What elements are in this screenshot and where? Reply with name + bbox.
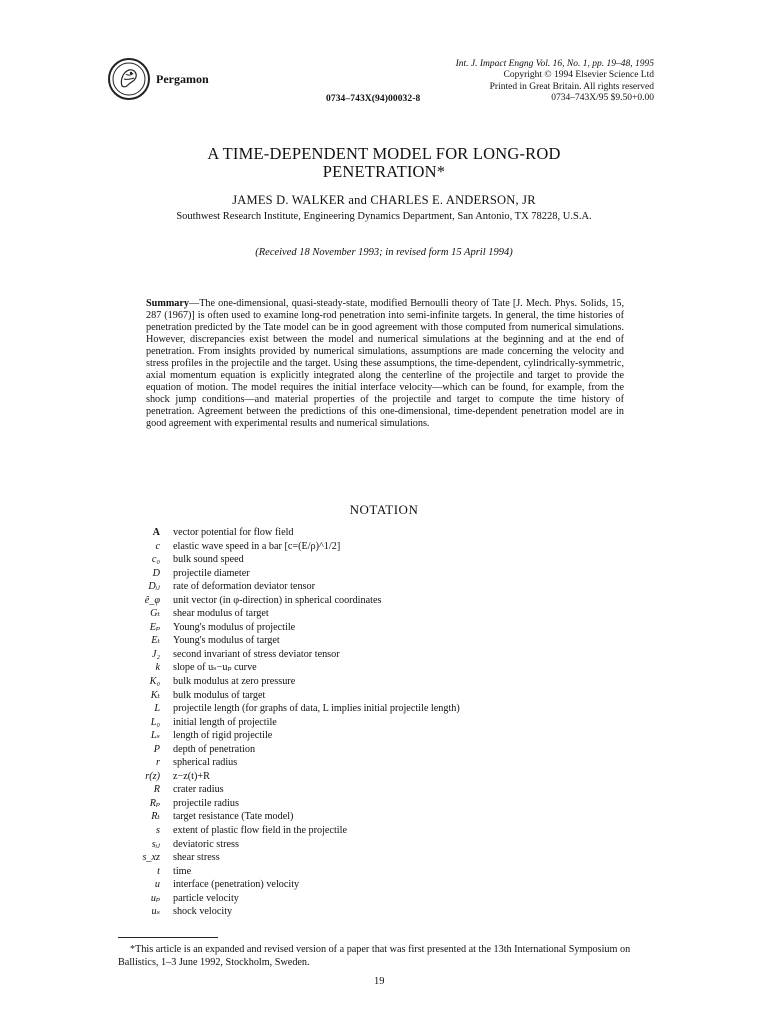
notation-row (120, 852, 640, 866)
notation-symbol: Kₜ (150, 689, 160, 701)
notation-definition: shear stress (173, 852, 220, 864)
notation-symbol: u (154, 879, 160, 891)
notation-symbol: Eₚ (149, 621, 160, 633)
notation-heading: NOTATION (349, 502, 419, 517)
notation-row (120, 717, 640, 731)
journal-line: Printed in Great Britain. All rights reserved (489, 81, 654, 92)
notation-symbol: s_xz (142, 852, 160, 864)
notation-definition: length of rigid projectile (173, 730, 273, 742)
notation-symbol: J₂ (151, 648, 160, 660)
footnote-rule (118, 937, 218, 938)
doi-code: 0734–743X(94)00032-8 (326, 94, 421, 104)
notation-definition: Young's modulus of projectile (173, 621, 296, 633)
notation-symbol: A (152, 527, 160, 538)
notation-symbol: sᵢⱼ (151, 838, 160, 850)
notation-row (120, 866, 640, 880)
publisher-name: Pergamon (156, 72, 209, 86)
notation-definition: projectile diameter (173, 567, 250, 579)
notation-row (120, 879, 640, 893)
footnote: *This article is an expanded and revised version of a paper that was first presented at the 13th International Symposium on Ballistics, 1–3 June 1992, Stockholm, Sweden. (118, 944, 631, 968)
notation-row (120, 825, 640, 839)
pergamon-logo-icon (108, 58, 150, 100)
notation-definition: deviatoric stress (173, 838, 239, 850)
notation-row (120, 730, 640, 744)
notation-row (120, 649, 640, 663)
notation-definition: spherical radius (173, 757, 238, 769)
notation-symbol: c (155, 540, 160, 552)
notation-definition: crater radius (173, 784, 224, 796)
notation-definition: bulk sound speed (173, 554, 244, 566)
notation-symbol: Rₚ (149, 797, 160, 809)
notation-row (120, 635, 640, 649)
notation-row (120, 676, 640, 690)
notation-symbol: t (157, 865, 160, 877)
journal-line: Int. J. Impact Engng Vol. 16, No. 1, pp. 19–48, 1995 (455, 59, 654, 69)
notation-row (120, 811, 640, 825)
notation-definition: depth of penetration (173, 743, 256, 755)
notation-row (120, 798, 640, 812)
notation-symbol: c₀ (151, 554, 160, 566)
notation-definition: shear modulus of target (173, 608, 269, 620)
notation-list (120, 527, 640, 920)
affiliation: Southwest Research Institute, Engineering Dynamics Department, San Antonio, TX 78228, U.S.A. (176, 211, 592, 222)
notation-definition: initial length of projectile (173, 716, 277, 728)
notation-definition: target resistance (Tate model) (173, 811, 294, 823)
notation-row (120, 690, 640, 704)
notation-row (120, 608, 640, 622)
notation-definition: second invariant of stress deviator tensor (173, 648, 340, 660)
notation-symbol: r (156, 757, 160, 769)
notation-definition: unit vector (in φ-direction) in spherical coordinates (173, 594, 382, 606)
notation-symbol: Eₜ (151, 635, 160, 647)
notation-definition: vector potential for flow field (173, 527, 294, 538)
journal-line: Copyright © 1994 Elsevier Science Ltd (503, 70, 654, 81)
notation-symbol: uₚ (150, 892, 160, 904)
notation-definition: extent of plastic flow field in the projectile (173, 825, 347, 837)
page-number: 19 (374, 976, 385, 987)
notation-definition: time (173, 865, 192, 877)
notation-row (120, 541, 640, 555)
notation-definition: Young's modulus of target (173, 635, 280, 647)
notation-row (120, 893, 640, 907)
summary-paragraph (146, 298, 624, 431)
notation-definition: elastic wave speed in a bar [c=(E/ρ)^1/2] (173, 540, 341, 552)
notation-definition: projectile length (for graphs of data, L implies initial projectile length) (173, 703, 460, 715)
notation-row (120, 703, 640, 717)
summary-label: Summary (146, 298, 190, 309)
notation-definition: bulk modulus of target (173, 689, 266, 701)
notation-row (120, 839, 640, 853)
title-line: A TIME-DEPENDENT MODEL FOR LONG-ROD (207, 144, 561, 163)
authors: JAMES D. WALKER and CHARLES E. ANDERSON, JR (232, 193, 536, 207)
notation-row (120, 744, 640, 758)
title-line: PENETRATION* (322, 162, 446, 181)
notation-row (120, 581, 640, 595)
notation-row (120, 527, 640, 541)
notation-symbol: Rₜ (151, 811, 160, 823)
notation-symbol: L (154, 703, 160, 715)
notation-symbol: ê_φ (144, 594, 160, 606)
notation-symbol: Lₛ (150, 730, 160, 742)
notation-definition: bulk modulus at zero pressure (173, 676, 296, 688)
notation-symbol: D (152, 567, 160, 579)
notation-row (120, 568, 640, 582)
notation-definition: rate of deformation deviator tensor (173, 581, 316, 593)
notation-definition: shock velocity (173, 906, 233, 918)
article-title (130, 145, 638, 181)
notation-symbol: r(z) (145, 770, 160, 782)
notation-symbol: uₛ (151, 906, 160, 918)
notation-symbol: L₀ (150, 716, 160, 728)
notation-definition: particle velocity (173, 892, 239, 904)
journal-line: 0734–743X/95 $9.50+0.00 (551, 93, 654, 104)
notation-symbol: P (153, 743, 160, 755)
notation-symbol: Dᵢⱼ (148, 581, 160, 593)
notation-symbol: Gₜ (150, 608, 160, 620)
notation-definition: projectile radius (173, 797, 239, 809)
notation-row (120, 771, 640, 785)
notation-symbol: K₀ (149, 676, 160, 688)
notation-definition: interface (penetration) velocity (173, 879, 300, 891)
notation-row (120, 595, 640, 609)
notation-symbol: R (153, 784, 160, 796)
notation-row (120, 662, 640, 676)
notation-definition: z−z(t)+R (173, 770, 210, 782)
summary-text: —The one-dimensional, quasi-steady-state, modified Bernoulli theory of Tate [J. Mech. Phys. Solids, 15, 287 (1967)] is often used to examine long-rod penetration into semi-infinite targets. In general, the time histories of penetration predicted by the Tate model can be in good agreement with those computed from numerical simulations. However, discrepancies exist between the model and numerical simulations at the beginning and at the end of penetration. From insights provided by numerical simulations, assumptions are made concerning the velocity and stress profiles in the projectile and the target. Using these assumptions, the time-dependent, cylindrically-symmetric, axial momentum equation is explicitly integrated along the centerline of the projectile and target to provide the equation of motion. The model requires the initial interface velocity—which can be found, for example, from the shock jump conditions—and material properties of the projectile and target to compute the time history of penetration. Agreement between the predictions of this one-dimensional, time-dependent penetration model are in good agreement with experimental results and numerical simulations. (146, 298, 624, 430)
notation-row (120, 622, 640, 636)
notation-row (120, 554, 640, 568)
notation-row (120, 906, 640, 920)
journal-citation (324, 59, 654, 105)
received-dates: (Received 18 November 1993; in revised form 15 April 1994) (255, 247, 513, 258)
notation-row (120, 784, 640, 798)
notation-definition: slope of uₛ−uₚ curve (173, 662, 257, 674)
notation-symbol: k (155, 662, 160, 674)
notation-symbol: s (156, 825, 160, 837)
notation-row (120, 757, 640, 771)
